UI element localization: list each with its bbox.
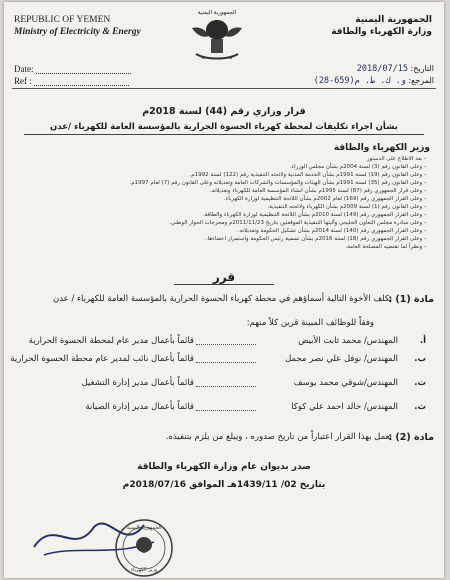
issuing-minister: وزير الكهرباء والطاقة xyxy=(333,143,430,153)
assignment-row xyxy=(10,354,426,368)
assignment-letter: ب. xyxy=(414,354,426,364)
article-1-text: يكلف الأخوة التالية أسماؤهم في محطة كهرباء الحسوة الحرارية بالمؤسسة العامة للكهرباء / عدن xyxy=(52,294,392,304)
article-1-subtext: وفقاً للوظائف المبينة قرين كلاً منهم: xyxy=(246,318,374,328)
assignment-person: المهندس/ نوفل علي نصر مجمل xyxy=(285,354,398,364)
decision-subject: بشأن اجراء تكليفات لمحطة كهرباء الحسوة الحرارية بالمؤسسة العامة للكهرباء /عدن xyxy=(24,122,424,135)
issue-date: بتاريخ 02/ 1439/11هـ الموافق 2018/07/16م xyxy=(122,480,326,490)
arabic-letterhead xyxy=(302,14,432,38)
article-2-label: مادة (2) : xyxy=(388,432,434,443)
seal-bottom-text: وزير الكهرباء xyxy=(130,567,158,573)
ar-ref-field xyxy=(314,76,434,86)
assignment-person: المهندس/ خالد احمد علي كوكا xyxy=(291,402,398,412)
ministry-seal-icon xyxy=(109,517,179,578)
decided-underline xyxy=(174,284,274,285)
assignment-letter: أ. xyxy=(419,336,426,346)
preamble-line: - وعلى القانون رقم (3) لسنة 2004م بشأن مجلس الوزراء. xyxy=(289,164,426,170)
decided-heading: قرر xyxy=(212,270,236,284)
assignment-person: المهندس/شوقي محمد يوسف xyxy=(293,378,398,388)
preamble-line: - بعد الاطلاع على الدستور xyxy=(366,156,426,162)
assignment-letter: ث. xyxy=(414,402,426,412)
ar-date-label: التاريخ: xyxy=(410,64,434,73)
assignment-role: قائماً بأعمال مدير إدارة التشغيل xyxy=(81,378,194,388)
assignment-row xyxy=(16,336,426,350)
assignment-row xyxy=(16,402,426,416)
decision-title: قرار وزاري رقم (44) لسنة 2018م xyxy=(142,106,306,117)
ar-date-field xyxy=(357,64,434,74)
preamble-line: - وعلى القرار الجمهوري رقم (18) لسنة 2016م بشأن تسمية رئيس الحكومة واستمرار اعضاءها. xyxy=(205,236,426,242)
ar-ref-value: و. ك. ط. م(659-28) xyxy=(313,76,406,86)
preamble-line: - وعلى القرار الجمهوري رقم (149) لسنة 2010م بشأن اللائحة التنظيمية لوزارة الكهرباء والطاقة. xyxy=(202,212,426,218)
document-page xyxy=(4,2,444,578)
article-2-text: يعمل بهذا القرار اعتباراً من تاريخ صدوره ، ويبلغ من يلزم بتنفيذه. xyxy=(165,432,392,442)
ar-ministry-name: وزارة الكهرباء والطاقة xyxy=(331,27,432,37)
preamble-line: - وعلى القرار الجمهوري رقم (140) لسنة 2014م بشأن تشكيل الحكومة وتعديلاته. xyxy=(237,228,426,234)
ar-ref-label: المرجع: xyxy=(408,76,434,85)
yemen-eagle-emblem-icon xyxy=(182,6,252,68)
assignment-role: قائماً بأعمال نائب لمدير عام محطة الحسوة الحرارية xyxy=(10,354,194,364)
preamble-line: - وعلى القرار الجمهوري رقم (169) لعام 2002م بشأن اللائحة التنظيمية لوزارة الكهرباء. xyxy=(223,196,426,202)
en-country-name: REPUBLIC OF YEMEN xyxy=(14,15,111,25)
emblem-caption: الجمهورية اليمنية xyxy=(197,10,237,16)
seal-top-text: الجمهورية اليمنية xyxy=(126,525,162,531)
en-ministry-name: Ministry of Electricity & Energy xyxy=(14,27,141,37)
preamble-line: - وعلى القانون رقم (19) لسنة 1991م بشأن الخدمة المدنية ولائحته التنفيذية رقم (122) لسنة 1992م. xyxy=(189,172,426,178)
en-date-label: Date: xyxy=(14,64,34,74)
en-ref-field xyxy=(14,76,129,86)
assignment-role: قائماً بأعمال مدير إدارة الصيانة xyxy=(85,402,194,412)
ar-date-value: 2018/07/15 xyxy=(356,64,408,74)
header-divider xyxy=(12,88,436,89)
en-date-field xyxy=(14,64,131,74)
assignment-person: المهندس/ محمد ثابت الأبيض xyxy=(298,336,398,346)
ar-country-name: الجمهورية اليمنية xyxy=(355,15,432,25)
assignment-letter: ت. xyxy=(414,378,426,388)
issued-at: صدر بديوان عام وزارة الكهرباء والطاقة xyxy=(137,462,311,472)
article-1-label: مادة (1) : xyxy=(388,294,434,305)
preamble-line: - وعلى القانون رقم (35) لسنة 1991م بشأن الهيئات والمؤسسات والشركات العامة وتعديلاته وعلى القانون رقم (7) لعام 1997م. xyxy=(129,180,426,186)
english-letterhead xyxy=(14,14,154,38)
preamble-line: - وعلى القانون رقم (1) لسنة 2009م بشأن الكهرباء ولائحته التنفيذية. xyxy=(267,204,426,210)
preamble-line: - وعلى قرار الجمهوري رقم (87) لسنة 1995م بشأن انشاء المؤسسة العامة للكهرباء وتعديلاته. xyxy=(209,188,426,194)
assignment-role: قائماً بأعمال مدير عام لمحطة الحسوة الحرارية xyxy=(28,336,194,346)
preamble-line: - ونظراً لما تقتضيه المصلحة العامة. xyxy=(345,244,426,250)
preamble-line: - وعلى مبادرة مجلس التعاون الخليجي وآليتها التنفيذية الموقعتين بتاريخ 2011/11/23م ومخرجات الحوار الوطني. xyxy=(168,220,426,226)
assignment-row xyxy=(16,378,426,392)
en-ref-label: Ref : xyxy=(14,76,32,86)
